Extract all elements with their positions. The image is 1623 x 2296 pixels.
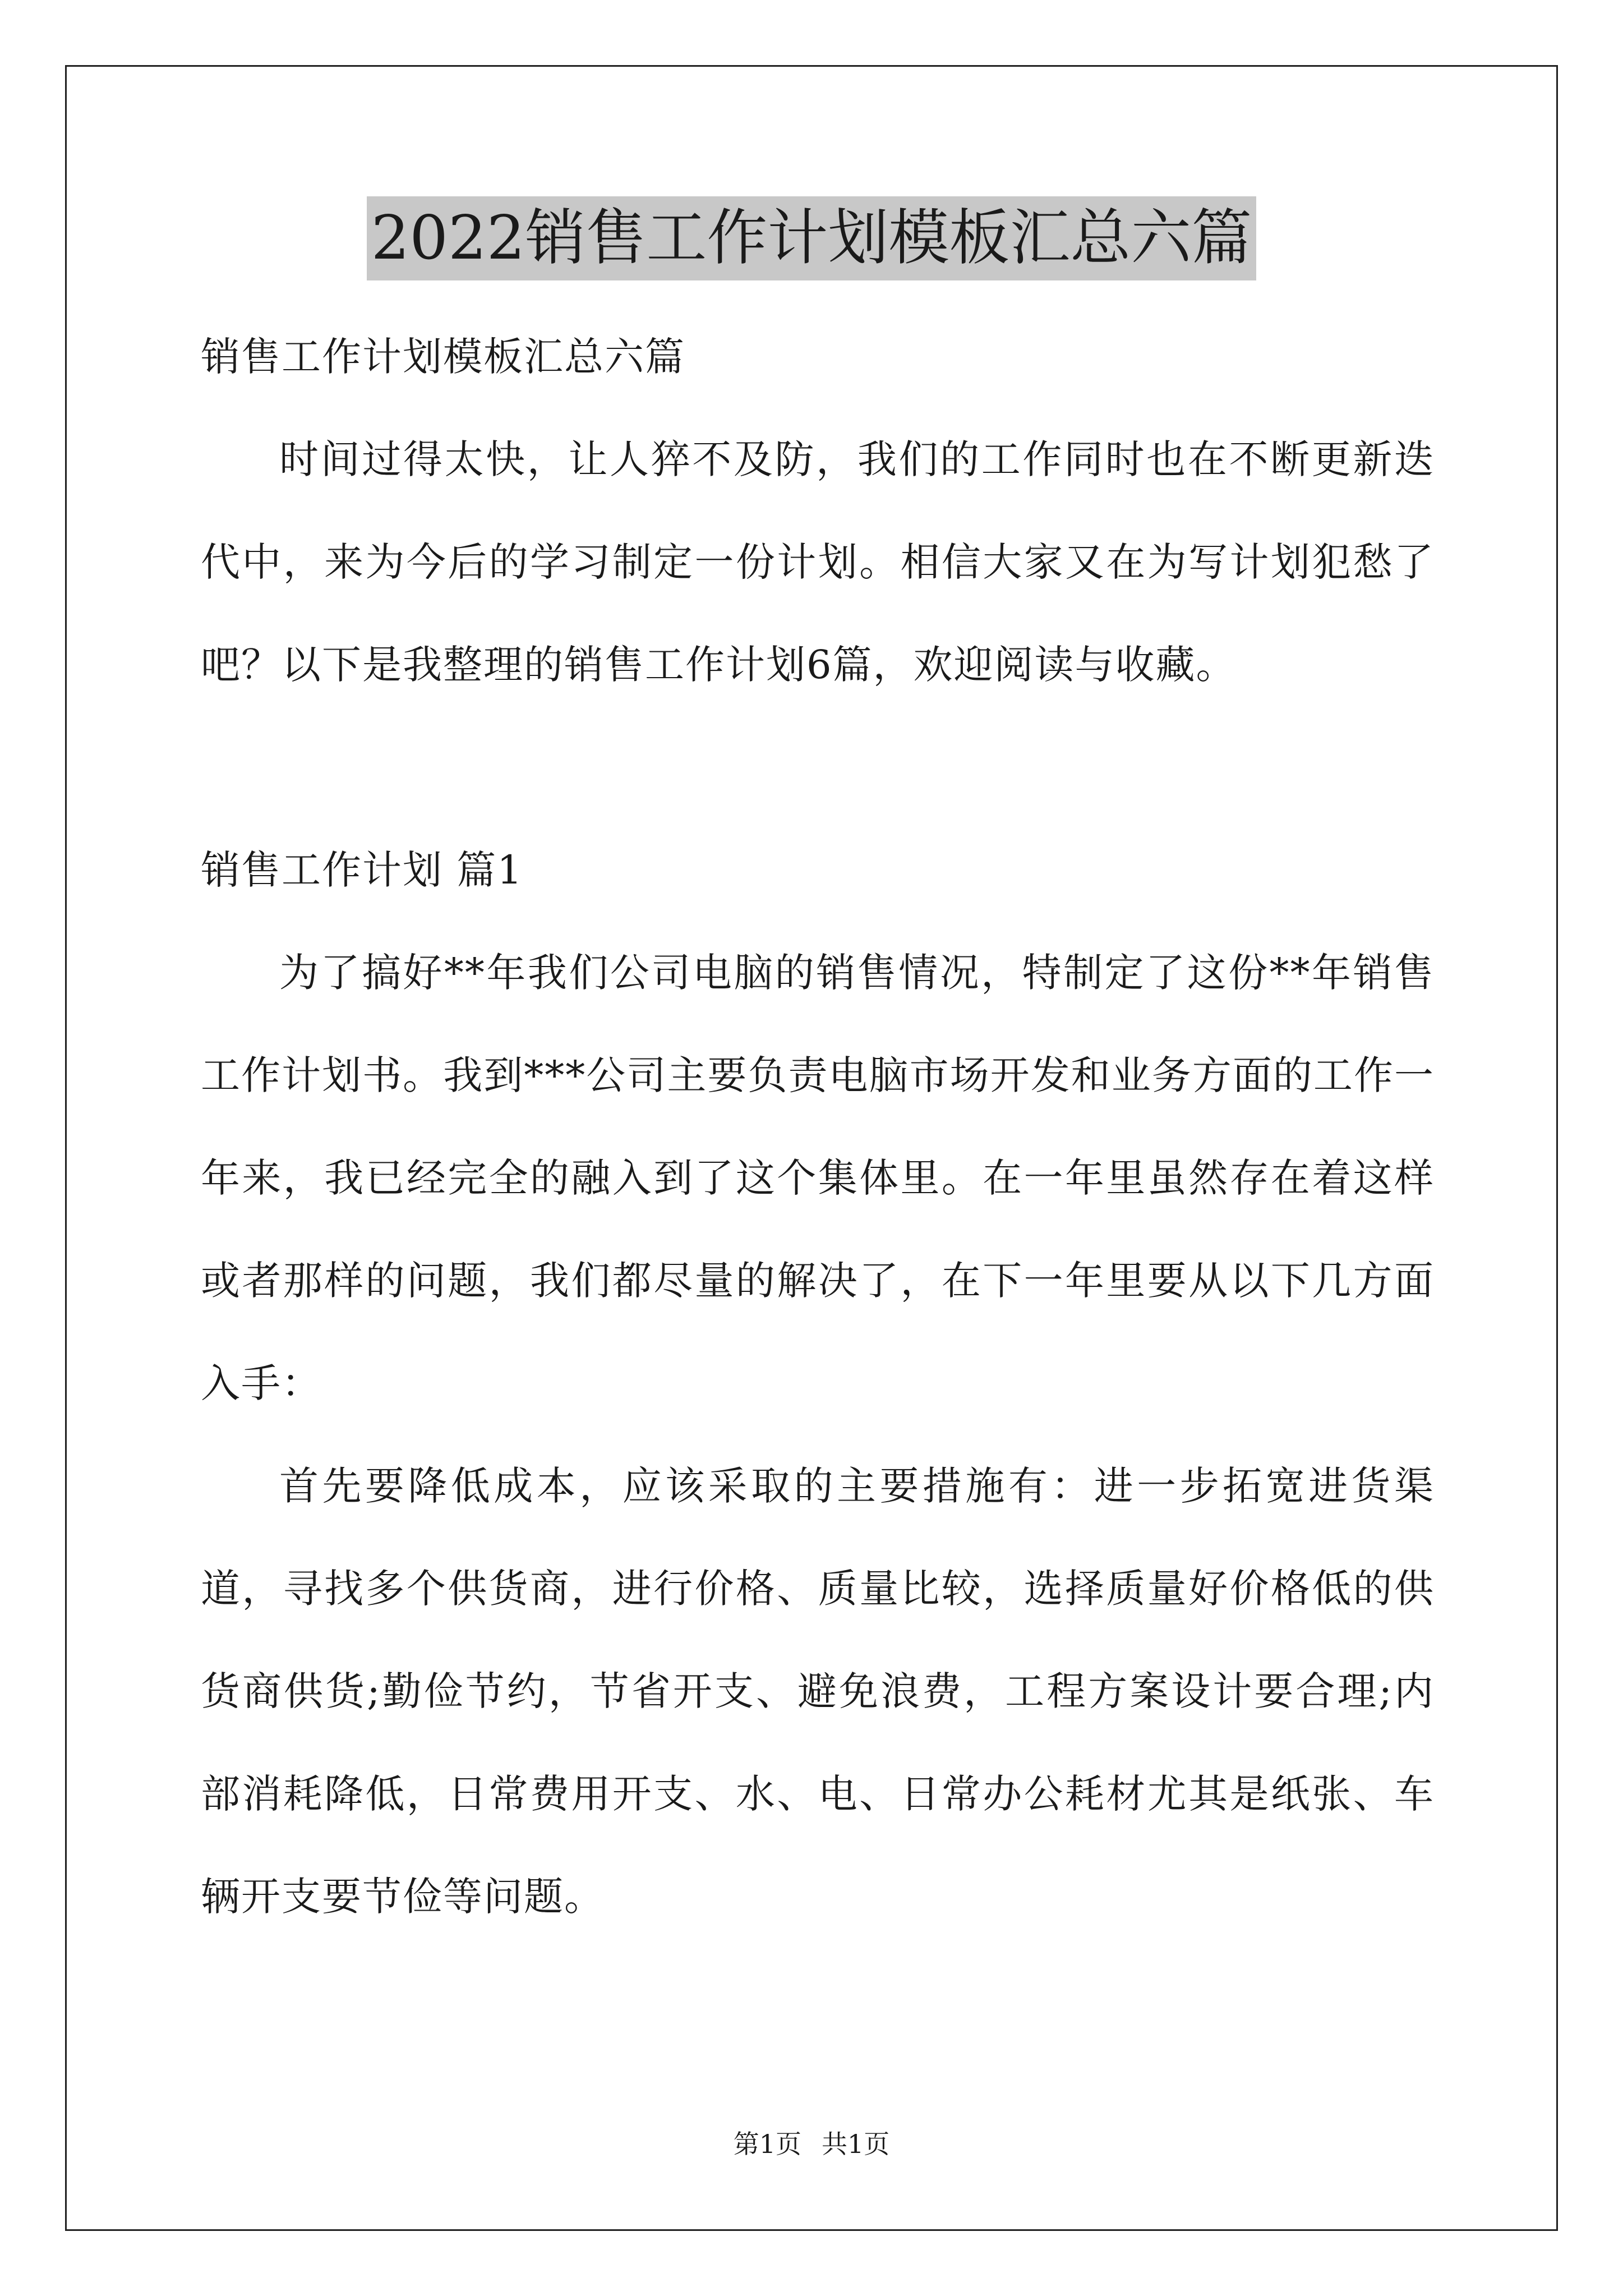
page-number: 第1页: [733, 2129, 801, 2159]
document-body: [201, 306, 1435, 1948]
page-total: 共1页: [822, 2129, 890, 2159]
body-paragraph: 首先要降低成本，应该采取的主要措施有：进一步拓宽进货渠道，寻找多个供货商，进行价格、质量比较，选择质量好价格低的供货商供货;勤俭节约，节省开支、避免浪费，工程方案设计要合理;内部消耗降低，日常费用开支、水、电、日常办公耗材尤其是纸张、车辆开支要节俭等问题。: [201, 1463, 1435, 1920]
document-title: 2022销售工作计划模板汇总六篇: [367, 196, 1257, 280]
page-footer: [0, 2127, 1623, 2161]
intro-paragraph: 时间过得太快，让人猝不及防，我们的工作同时也在不断更新迭代中，来为今后的学习制定一份计划。相信大家又在为写计划犯愁了吧？以下是我整理的销售工作计划6篇，欢迎阅读与收藏。: [201, 436, 1435, 688]
body-paragraph: 为了搞好**年我们公司电脑的销售情况，特制定了这份**年销售工作计划书。我到***公司主要负责电脑市场开发和业务方面的工作一年来，我已经完全的融入到了这个集体里。在一年里虽然存在着这样或者那样的问题，我们都尽量的解决了，在下一年里要从以下几方面入手：: [201, 950, 1435, 1406]
spacer: [201, 716, 1435, 819]
title-container: [0, 196, 1623, 280]
document-subtitle: 销售工作计划模板汇总六篇: [201, 334, 685, 380]
section-heading: 销售工作计划 篇1: [201, 847, 523, 893]
